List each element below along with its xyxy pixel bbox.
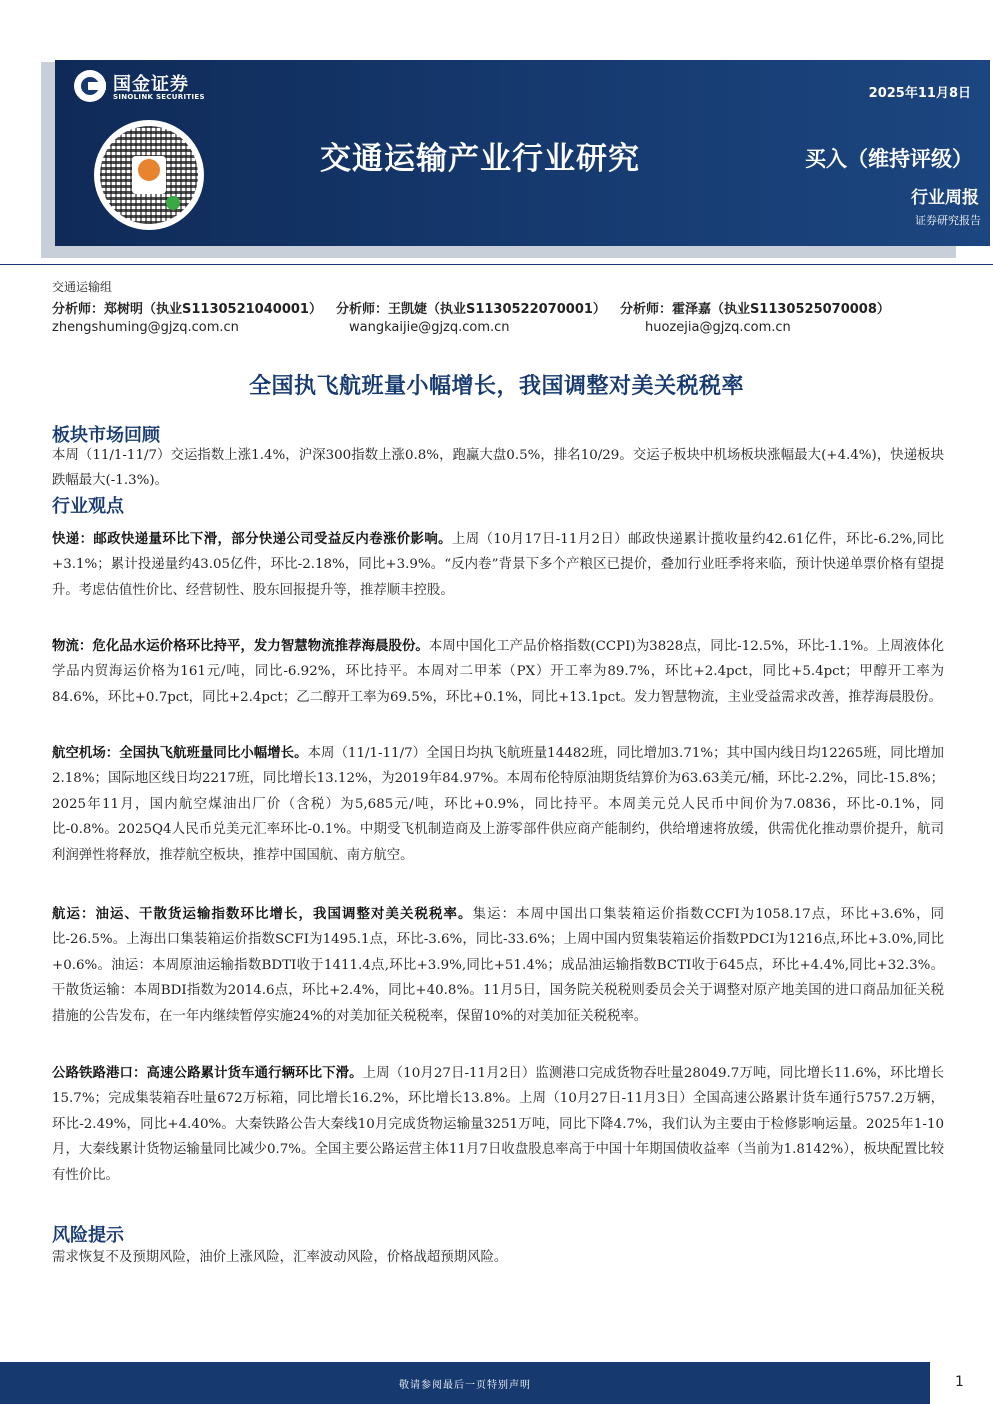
aviation-paragraph <box>52 741 944 868</box>
road-text: 上周（10月27日-11月2日）监测港口完成货物吞吐量28049.7万吨，同比增长11.6%，环比增长15.7%；完成集装箱吞吐量672万标箱，同比增长16.2%，环比增长13.8%。上周（10月27日-11月3日）全国高速公路累计货车通行5757.2万辆，环比-2.49%，同比+4.40%。大秦铁路公告大秦线10月完成货物运输量3251万吨，同比下降4.7%，我们认为主要由于检修影响运量。2025年1-10月，大秦线累计货物运输量同比减少0.7%。全国主要公路运营主体11月7日收盘股息率高于中国十年期国债收益率（当前为1.8142%），板块配置比较有性价比。 <box>52 1066 945 1183</box>
logo-text-en: SINOLINK SECURITIES <box>113 93 205 101</box>
road-heading: 公路铁路港口：高速公路累计货车通行辆环比下滑。 <box>52 1066 363 1081</box>
team-name: 交通运输组 <box>52 280 113 294</box>
report-type: 行业周报 <box>911 188 979 208</box>
aviation-heading: 航空机场：全国执飞航班量同比小幅增长。 <box>52 746 308 761</box>
shipping-text: 集运：本周中国出口集装箱运价指数CCFI为1058.17点，环比+3.6%，同比-26.5%。上海出口集装箱运价指数SCFI为1495.1点，环比-3.6%，同比-33.6%；上周中国内贸集装箱运价指数PDCI为1216点,环比+3.0%,同比+0.6%。油运：本周原油运输指数BDTI收于1411.4点,环比+3.9%,同比+51.4%；成品油运输指数BCTI收于645点，环比+4.4%,同比+32.3%。干散货运输：本周BDI指数为2014.6点，环比+2.4%，同比+40.8%。11月5日，国务院关税税则委员会关于调整对原产地美国的进口商品加征关税措施的公告发布，在一年内继续暂停实施24%的对美加征关税税率，保留10%的对美加征关税税率。 <box>52 907 945 1024</box>
aviation-text: 本周（11/1-11/7）全国日均执飞航班量14482班，同比增加3.71%；其中国内线日均12265班，同比增加2.18%；国际地区线日均2217班，同比增长13.12%，为2019年84.97%。本周布伦特原油期货结算价为63.63美元/桶，环比-2.2%，同比-15.8%；2025年11月，国内航空煤油出厂价（含税）为5,685元/吨，环比+0.9%，同比持平。本周美元兑人民币中间价为7.0836，环比-0.1%，同比-0.8%。2025Q4人民币兑美元汇率环比-0.1%。中期受飞机制造商及上游零部件供应商产能制约，供给增速将放缓，供需优化推动票价提升，航司利润弹性将释放，推荐航空板块，推荐中国国航、南方航空。 <box>52 746 944 863</box>
report-title: 交通运输产业行业研究 <box>320 141 640 177</box>
report-date: 2025年11月8日 <box>868 86 971 101</box>
analyst-2-email[interactable]: wangkaijie@gjzq.com.cn <box>349 320 510 335</box>
report-kind: 证券研究报告 <box>915 214 981 227</box>
analyst-3: 分析师：霍泽嘉（执业S1130525070008） <box>619 302 890 317</box>
rating-label: 买入（维持评级） <box>805 147 973 171</box>
section-title-market: 板块市场回顾 <box>52 425 160 446</box>
express-text: 上周（10月17日-11月2日）邮政快递累计揽收量约42.61亿件，环比-6.2%,同比+3.1%；累计投递量约43.05亿件，环比-2.18%，同比+3.9%。“反内卷”背景下多个产粮区已提价，叠加行业旺季将来临，预计快递单票价格有望提升。考虑估值性价比、经营韧性、股东回报提升等，推荐顺丰控股。 <box>52 532 945 598</box>
analyst-1-email[interactable]: zhengshuming@gjzq.com.cn <box>52 320 239 335</box>
logistics-text: 本周中国化工产品价格指数(CCPI)为3828点，同比-12.5%，环比-1.1%。上周液体化学品内贸海运价格为161元/吨，同比-6.92%，环比持平。本周对二甲苯（PX）开工率为89.7%，环比+2.4pct，同比+5.4pct；甲醇开工率为84.6%，环比+0.7pct，同比+2.4pct；乙二醇开工率为69.5%，环比+0.1%，同比+13.1pct。发力智慧物流，主业受益需求改善，推荐海晨股份。 <box>52 639 944 705</box>
page-number: 1 <box>955 1374 964 1390</box>
logistics-heading: 物流：危化品水运价格环比持平，发力智慧物流推荐海晨股份。 <box>52 639 429 654</box>
qr-code-icon <box>94 120 204 230</box>
shipping-paragraph <box>52 902 944 1029</box>
analyst-2: 分析师：王凯婕（执业S1130522070001） <box>335 302 606 317</box>
express-paragraph <box>52 527 944 603</box>
analyst-list <box>52 298 952 317</box>
shipping-heading: 航运：油运、干散货运输指数环比增长，我国调整对美关税税率。 <box>52 907 473 922</box>
footer-note: 敬请参阅最后一页特别声明 <box>399 1380 531 1391</box>
headline: 全国执飞航班量小幅增长，我国调整对美关税税率 <box>248 374 744 399</box>
road-paragraph <box>52 1061 944 1188</box>
divider <box>0 264 993 265</box>
sinolink-logo-icon <box>74 70 106 102</box>
analyst-3-email[interactable]: huozejia@gjzq.com.cn <box>645 320 791 335</box>
section-title-risk: 风险提示 <box>52 1225 124 1246</box>
analyst-1: 分析师：郑树明（执业S1130521040001） <box>52 302 322 317</box>
risk-paragraph: 需求恢复不及预期风险，油价上涨风险，汇率波动风险，价格战超预期风险。 <box>52 1250 508 1265</box>
logistics-paragraph <box>52 634 944 710</box>
logo-text-cn: 国金证券 <box>113 74 189 95</box>
express-heading: 快递：邮政快递量环比下滑，部分快递公司受益反内卷涨价影响。 <box>52 532 452 547</box>
section-title-view: 行业观点 <box>52 496 124 517</box>
market-paragraph: 本周（11/1-11/7）交运指数上涨1.4%，沪深300指数上涨0.8%，跑赢大盘0.5%，排名10/29。交运子板块中机场板块涨幅最大(+4.4%)，快递板块跌幅最大(-1.3%)。 <box>52 448 944 489</box>
